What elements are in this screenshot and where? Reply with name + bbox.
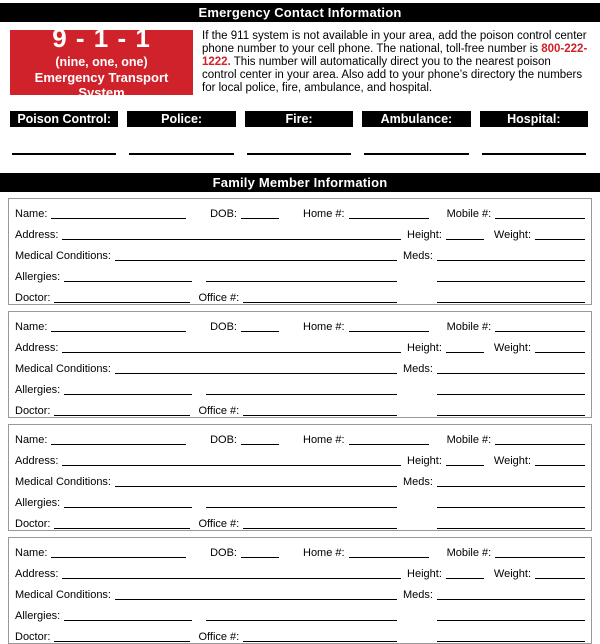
weight-fill-in-line: [535, 454, 585, 466]
medical-conditions-group: [15, 588, 397, 601]
allergies-fill-in-line: [64, 609, 192, 621]
weight-label: Weight:: [493, 568, 531, 580]
dob-fill-in-line: [241, 433, 279, 445]
home-phone-fill-in-line: [349, 320, 429, 332]
meds-extra-fill-in-line: [437, 517, 585, 529]
emergency-contact-form: [0, 3, 600, 644]
height-fill-in-line: [446, 567, 484, 579]
name-label: Name:: [15, 434, 48, 446]
allergies-label: Allergies:: [15, 497, 61, 509]
meds-continued-group: [403, 404, 585, 417]
allergies-extra-fill-in-line: [206, 270, 397, 282]
address-fill-in-line: [62, 228, 401, 240]
name-fill-in-line: [51, 207, 186, 219]
member-row-medical: [15, 241, 585, 262]
medical-conditions-group: [15, 475, 397, 488]
doctor-label: Doctor:: [15, 292, 51, 304]
address-label: Address:: [15, 455, 59, 467]
address-label: Address:: [15, 568, 59, 580]
meds-label: Meds:: [403, 476, 433, 488]
family-member-section: [8, 537, 592, 644]
home-phone-label: Home #:: [303, 208, 345, 220]
address-label: Address:: [15, 229, 59, 241]
name-fill-in-line: [51, 320, 186, 332]
medical-conditions-label: Medical Conditions:: [15, 476, 111, 488]
member-row-address: [15, 333, 585, 354]
allergies-group: [15, 270, 397, 283]
office-phone-fill-in-line: [243, 630, 397, 642]
office-phone-label: Office #:: [198, 405, 240, 417]
allergies-fill-in-line: [64, 270, 192, 282]
mobile-phone-fill-in-line: [495, 546, 585, 558]
member-row-identity: [15, 425, 585, 446]
dob-fill-in-line: [241, 320, 279, 332]
emergency-contacts-label-row: [10, 111, 588, 127]
contact-label-fire: Fire:: [245, 111, 353, 127]
doctor-group: [15, 517, 397, 530]
member-row-allergies: [15, 601, 585, 622]
doctor-fill-in-line: [54, 517, 190, 529]
height-fill-in-line: [446, 454, 484, 466]
doctor-group: [15, 291, 397, 304]
mobile-phone-fill-in-line: [495, 207, 585, 219]
meds-continued-group: [403, 630, 585, 643]
meds-label: Meds:: [403, 589, 433, 601]
contact-label-police: Police:: [127, 111, 235, 127]
call-911-box: [10, 23, 193, 100]
mobile-phone-label: Mobile #:: [446, 321, 492, 333]
meds-continued-group: [403, 291, 585, 304]
address-fill-in-line: [62, 567, 401, 579]
member-row-allergies: [15, 262, 585, 283]
meds-group: [403, 249, 585, 262]
doctor-group: [15, 404, 397, 417]
poison-control-paragraph: [202, 30, 588, 95]
meds-continued-group: [403, 270, 585, 283]
emergency-number-words: (nine, one, one): [55, 54, 148, 69]
meds-extra-fill-in-line: [437, 404, 585, 416]
paragraph-text-after: This number will automatically direct you to the nearest poison control center in your area. Also add to your phone’s directory the numbers for local police, fire, ambulance, and hospital.: [202, 56, 583, 95]
member-row-identity: [15, 312, 585, 333]
medical-conditions-label: Medical Conditions:: [15, 363, 111, 375]
home-phone-fill-in-line: [349, 433, 429, 445]
emergency-number: 9 - 1 - 1: [52, 23, 151, 54]
contact-fill-in-line-police: [129, 153, 233, 155]
intro-row: [10, 23, 588, 100]
member-row-doctor: [15, 622, 585, 643]
meds-continued-group: [403, 609, 585, 622]
home-phone-label: Home #:: [303, 321, 345, 333]
height-label: Height:: [407, 229, 442, 241]
weight-label: Weight:: [493, 342, 531, 354]
meds-label: Meds:: [403, 250, 433, 262]
address-fill-in-line: [62, 454, 401, 466]
doctor-label: Doctor:: [15, 405, 51, 417]
contact-fill-in-line-fire: [247, 153, 351, 155]
member-row-doctor: [15, 396, 585, 417]
height-label: Height:: [407, 568, 442, 580]
member-row-medical: [15, 580, 585, 601]
contact-fill-in-line-ambulance: [364, 153, 468, 155]
dob-fill-in-line: [241, 207, 279, 219]
meds-group: [403, 362, 585, 375]
medical-conditions-fill-in-line: [115, 588, 397, 600]
section-header-family-member: Family Member Information: [0, 173, 600, 192]
paragraph-text-before: If the 911 system is not available in your area, add the poison control center phone number to your cell phone. The national, toll-free number is: [202, 30, 587, 56]
allergies-extra-fill-in-line: [206, 496, 397, 508]
weight-fill-in-line: [535, 341, 585, 353]
meds-extra-fill-in-line: [437, 383, 585, 395]
meds-fill-in-line: [437, 249, 585, 261]
medical-conditions-label: Medical Conditions:: [15, 250, 111, 262]
contact-label-ambulance: Ambulance:: [362, 111, 470, 127]
height-label: Height:: [407, 455, 442, 467]
doctor-fill-in-line: [54, 630, 190, 642]
mobile-phone-fill-in-line: [495, 433, 585, 445]
member-row-identity: [15, 199, 585, 220]
doctor-fill-in-line: [54, 404, 190, 416]
office-phone-label: Office #:: [198, 292, 240, 304]
allergies-fill-in-line: [64, 496, 192, 508]
member-row-address: [15, 446, 585, 467]
member-row-address: [15, 559, 585, 580]
meds-fill-in-line: [437, 475, 585, 487]
address-fill-in-line: [62, 341, 401, 353]
mobile-phone-fill-in-line: [495, 320, 585, 332]
medical-conditions-fill-in-line: [115, 475, 397, 487]
office-phone-fill-in-line: [243, 291, 397, 303]
dob-label: DOB:: [210, 208, 237, 220]
doctor-group: [15, 630, 397, 643]
weight-label: Weight:: [493, 455, 531, 467]
meds-extra-fill-in-line: [437, 609, 585, 621]
meds-group: [403, 588, 585, 601]
member-row-address: [15, 220, 585, 241]
allergies-group: [15, 609, 397, 622]
contact-label-poison-control: Poison Control:: [10, 111, 118, 127]
meds-extra-fill-in-line: [437, 630, 585, 642]
office-phone-label: Office #:: [198, 631, 240, 643]
mobile-phone-label: Mobile #:: [446, 547, 492, 559]
member-row-medical: [15, 354, 585, 375]
dob-label: DOB:: [210, 547, 237, 559]
office-phone-fill-in-line: [243, 404, 397, 416]
allergies-label: Allergies:: [15, 610, 61, 622]
medical-conditions-group: [15, 362, 397, 375]
office-phone-fill-in-line: [243, 517, 397, 529]
meds-continued-group: [403, 517, 585, 530]
allergies-fill-in-line: [64, 383, 192, 395]
family-member-section: [8, 424, 592, 531]
poison-control-phone-number: 800-222-1222.: [202, 43, 588, 69]
doctor-label: Doctor:: [15, 518, 51, 530]
home-phone-label: Home #:: [303, 434, 345, 446]
name-fill-in-line: [51, 546, 186, 558]
medical-conditions-group: [15, 249, 397, 262]
dob-fill-in-line: [241, 546, 279, 558]
meds-label: Meds:: [403, 363, 433, 375]
name-label: Name:: [15, 321, 48, 333]
member-row-doctor: [15, 283, 585, 304]
family-member-section: [8, 198, 592, 305]
medical-conditions-fill-in-line: [115, 362, 397, 374]
home-phone-fill-in-line: [349, 207, 429, 219]
member-row-allergies: [15, 488, 585, 509]
member-row-doctor: [15, 509, 585, 530]
contact-fill-in-line-poison-control: [12, 153, 116, 155]
member-row-allergies: [15, 375, 585, 396]
allergies-group: [15, 496, 397, 509]
emergency-contacts-fill-in-row: [10, 153, 588, 155]
home-phone-fill-in-line: [349, 546, 429, 558]
doctor-label: Doctor:: [15, 631, 51, 643]
height-fill-in-line: [446, 341, 484, 353]
allergies-extra-fill-in-line: [206, 609, 397, 621]
meds-fill-in-line: [437, 362, 585, 374]
name-label: Name:: [15, 208, 48, 220]
allergies-extra-fill-in-line: [206, 383, 397, 395]
contact-label-hospital: Hospital:: [480, 111, 588, 127]
meds-fill-in-line: [437, 588, 585, 600]
meds-continued-group: [403, 496, 585, 509]
emergency-transport-caption: Emergency Transport System: [34, 69, 169, 100]
name-label: Name:: [15, 547, 48, 559]
member-row-medical: [15, 467, 585, 488]
dob-label: DOB:: [210, 321, 237, 333]
weight-fill-in-line: [535, 567, 585, 579]
mobile-phone-label: Mobile #:: [446, 208, 492, 220]
family-member-sections: [0, 198, 600, 644]
home-phone-label: Home #:: [303, 547, 345, 559]
height-label: Height:: [407, 342, 442, 354]
address-label: Address:: [15, 342, 59, 354]
meds-extra-fill-in-line: [437, 270, 585, 282]
allergies-group: [15, 383, 397, 396]
mobile-phone-label: Mobile #:: [446, 434, 492, 446]
allergies-label: Allergies:: [15, 271, 61, 283]
doctor-fill-in-line: [54, 291, 190, 303]
meds-extra-fill-in-line: [437, 291, 585, 303]
height-fill-in-line: [446, 228, 484, 240]
allergies-label: Allergies:: [15, 384, 61, 396]
contact-fill-in-line-hospital: [482, 153, 586, 155]
name-fill-in-line: [51, 433, 186, 445]
medical-conditions-fill-in-line: [115, 249, 397, 261]
dob-label: DOB:: [210, 434, 237, 446]
office-phone-label: Office #:: [198, 518, 240, 530]
meds-continued-group: [403, 383, 585, 396]
meds-group: [403, 475, 585, 488]
medical-conditions-label: Medical Conditions:: [15, 589, 111, 601]
weight-fill-in-line: [535, 228, 585, 240]
family-member-section: [8, 311, 592, 418]
weight-label: Weight:: [493, 229, 531, 241]
member-row-identity: [15, 538, 585, 559]
section-header-emergency-contact: Emergency Contact Information: [0, 3, 600, 22]
meds-extra-fill-in-line: [437, 496, 585, 508]
